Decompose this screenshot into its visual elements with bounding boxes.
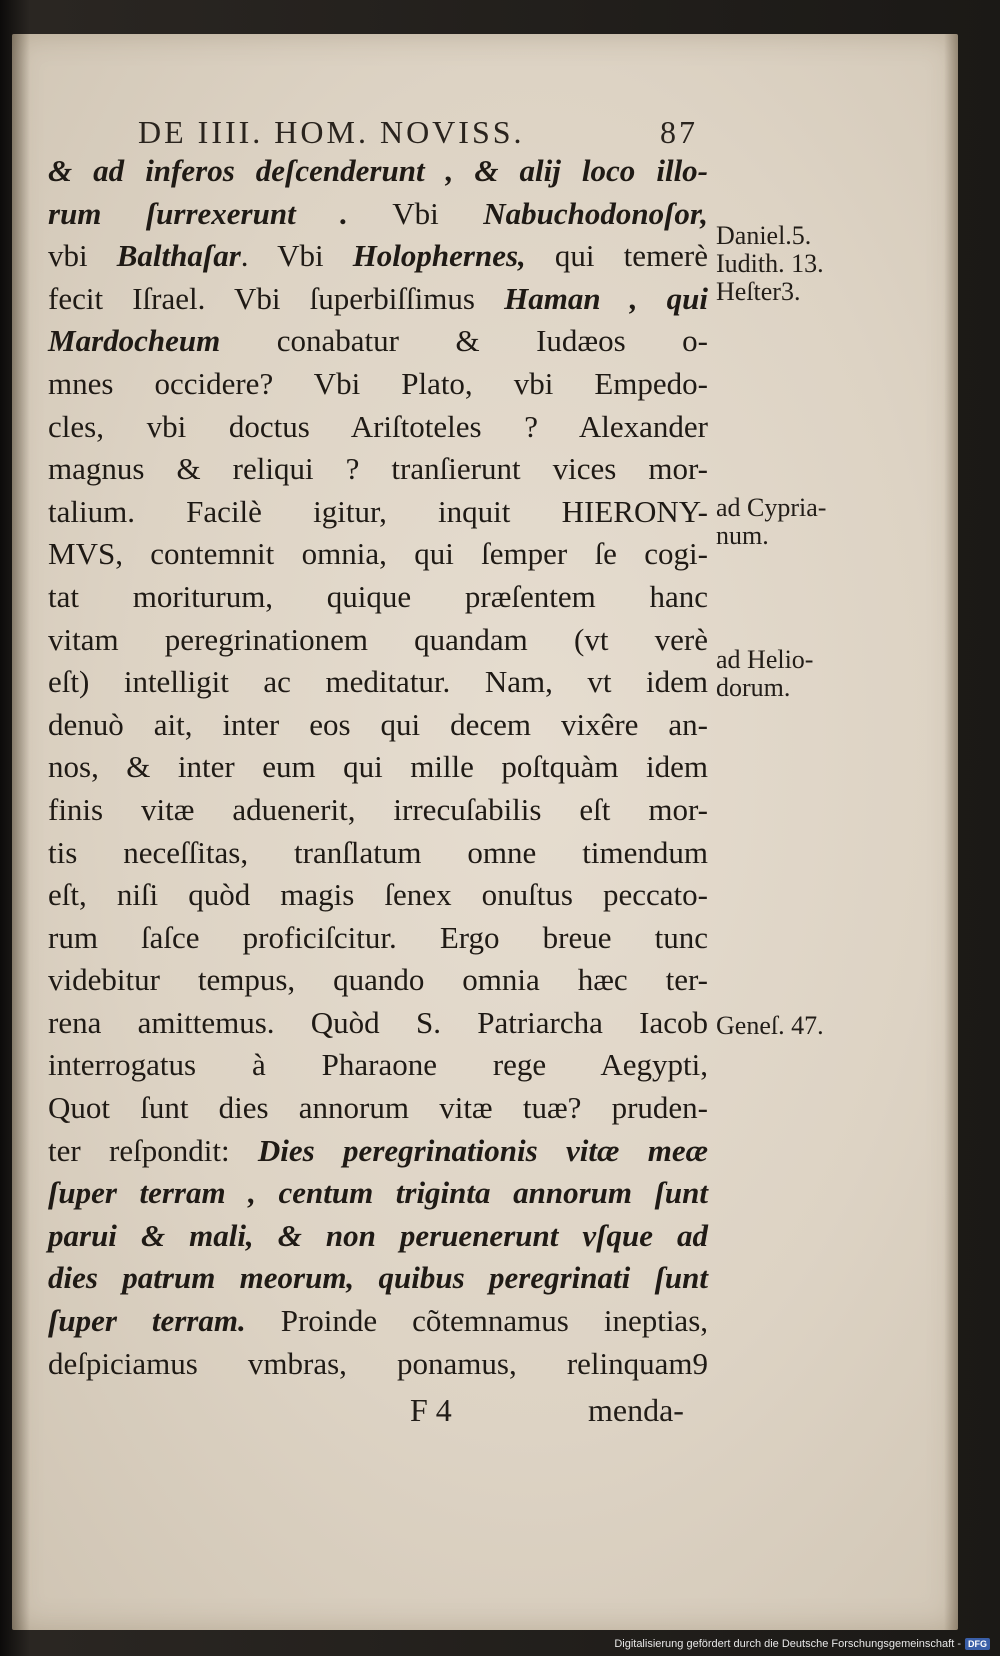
digitization-credit <box>614 1638 990 1650</box>
text-line <box>48 1002 708 1045</box>
text-line <box>48 491 708 534</box>
text-line <box>48 406 708 449</box>
text-line <box>48 1343 708 1386</box>
text-line <box>48 1087 708 1130</box>
text-line <box>48 704 708 747</box>
text-line <box>48 576 708 619</box>
text-line <box>48 619 708 662</box>
italic-text: Nabuchodonoſor, <box>483 195 708 231</box>
margin-note-line: Daniel.5. <box>716 221 812 250</box>
margin-note-line: Iudith. 13. <box>716 249 824 278</box>
roman-text: deſpiciamus vmbras, ponamus, relinquam9 <box>48 1345 708 1381</box>
italic-text: Holophernes, <box>352 238 526 274</box>
margin-note-line: Geneſ. 47. <box>716 1011 824 1040</box>
text-line <box>48 150 708 193</box>
running-header <box>138 108 698 156</box>
roman-text: qui temerè <box>525 238 708 274</box>
roman-text: rena amittemus. Quòd S. Patriarcha Iacob <box>48 1004 708 1040</box>
italic-text: parui & mali, & non peruenerunt vſque ad <box>48 1217 708 1253</box>
italic-text: ſuper terram. <box>48 1303 246 1339</box>
italic-text: Mardocheum <box>48 323 221 359</box>
text-line <box>48 1257 708 1300</box>
roman-text: mnes occidere? Vbi Plato, vbi Empedo- <box>48 365 708 401</box>
page-gutter-shadow <box>12 34 30 1630</box>
text-line <box>48 320 708 363</box>
roman-text: MVS, contemnit omnia, qui ſemper ſe cogi- <box>48 536 708 572</box>
dfg-logo-icon: DFG <box>965 1638 990 1650</box>
text-line <box>48 1300 708 1343</box>
italic-text: Balthaſar <box>116 238 241 274</box>
text-line <box>48 278 708 321</box>
text-line <box>48 1130 708 1173</box>
roman-text: denuò ait, inter eos qui decem vixêre an- <box>48 706 708 742</box>
signature-mark: F 4 <box>410 1392 452 1428</box>
margin-note-cypria <box>716 494 866 550</box>
roman-text: videbitur tempus, quando omnia hæc ter- <box>48 962 708 998</box>
margin-note-helio <box>716 646 866 702</box>
text-line <box>48 1172 708 1215</box>
roman-text: eſt, niſi quòd magis ſenex onuſtus peccato- <box>48 877 708 913</box>
roman-text: . Vbi <box>240 238 353 274</box>
italic-text: ſuper terram , centum triginta annorum ſunt <box>48 1175 708 1211</box>
roman-text: eſt) intelligit ac meditatur. Nam, vt idem <box>48 664 708 700</box>
italic-text: Dies peregrinationis vitæ meæ <box>257 1132 708 1168</box>
margin-note-daniel <box>716 222 866 306</box>
margin-note-line: ad Cypria- <box>716 493 827 522</box>
body-text <box>48 150 708 1385</box>
roman-text: magnus & reliqui ? tranſierunt vices mor- <box>48 451 708 487</box>
text-line <box>48 959 708 1002</box>
margin-note-genesis <box>716 1012 876 1040</box>
text-line <box>48 193 708 236</box>
roman-text: vbi <box>48 238 117 274</box>
roman-text: Proinde cõtemnamus ineptias, <box>245 1303 709 1339</box>
margin-note-line: Heſter3. <box>716 277 801 306</box>
roman-text: Quot ſunt dies annorum vitæ tuæ? pruden- <box>48 1090 708 1126</box>
text-line <box>48 448 708 491</box>
roman-text: vitam peregrinationem quandam (vt verè <box>48 621 708 657</box>
text-line <box>48 1044 708 1087</box>
roman-text: Vbi <box>392 195 484 231</box>
roman-text: fecit Iſrael. Vbi ſuperbiſſimus <box>48 280 505 316</box>
margin-note-line: ad Helio- <box>716 645 814 674</box>
roman-text: tis neceſſitas, tranſlatum omne timendum <box>48 834 708 870</box>
roman-text: conabatur & Iudæos o- <box>220 323 708 359</box>
text-line <box>48 832 708 875</box>
text-line <box>48 661 708 704</box>
margin-note-line: num. <box>716 521 769 550</box>
page-number: 87 <box>660 113 698 150</box>
catchword: menda- <box>588 1392 684 1428</box>
italic-text: & ad inferos deſcenderunt , & alij loco illo- <box>48 153 708 188</box>
italic-text: rum ſurrexerunt . <box>48 195 393 231</box>
italic-text: Haman , qui <box>504 280 708 316</box>
text-line <box>48 789 708 832</box>
running-title: DE IIII. HOM. NOVISS. <box>138 113 525 150</box>
text-line <box>48 874 708 917</box>
roman-text: ter reſpondit: <box>48 1132 258 1168</box>
roman-text: talium. Facilè igitur, inquit HIERONY- <box>48 493 708 529</box>
text-line <box>48 917 708 960</box>
text-line <box>48 1215 708 1258</box>
page-edge-shadow <box>944 34 958 1630</box>
roman-text: cles, vbi doctus Ariſtoteles ? Alexander <box>48 408 708 444</box>
roman-text: tat moriturum, quique præſentem hanc <box>48 578 708 614</box>
roman-text: rum ſaſce proficiſcitur. Ergo breue tunc <box>48 919 708 955</box>
text-line <box>48 235 708 278</box>
roman-text: nos, & inter eum qui mille poſtquàm idem <box>48 749 708 785</box>
credit-text: Digitalisierung gefördert durch die Deutsche Forschungsgemeinschaft - <box>614 1638 961 1650</box>
text-line <box>48 746 708 789</box>
roman-text: finis vitæ aduenerit, irrecuſabilis eſt mor- <box>48 791 708 827</box>
text-line <box>48 533 708 576</box>
margin-note-line: dorum. <box>716 673 791 702</box>
text-line <box>48 363 708 406</box>
roman-text: interrogatus à Pharaone rege Aegypti, <box>48 1047 708 1083</box>
italic-text: dies patrum meorum, quibus peregrinati ſunt <box>48 1260 708 1296</box>
